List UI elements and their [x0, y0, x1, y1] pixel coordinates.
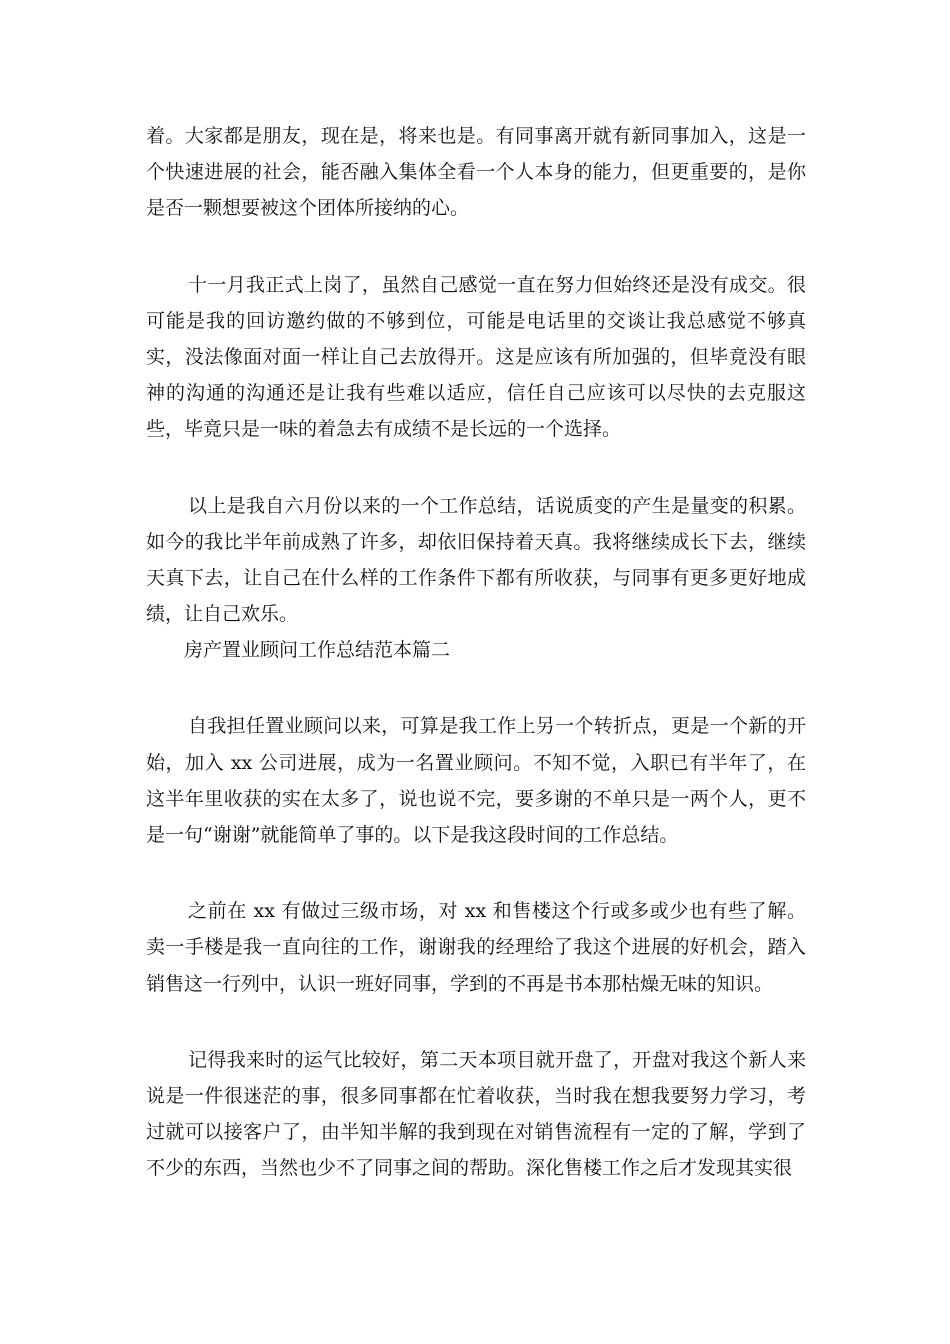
- paragraph-4: 自我担任置业顾问以来，可算是我工作上另一个转折点，更是一个新的开始，加入 xx 公司进展，成为一名置业顾问。不知不觉，入职已有半年了，在这半年里收获的实在太多了，说也说不完，要多谢的不单只是一两个人，更不是一句“谢谢”就能简单了事的。以下是我这段时间的工作总结。: [146, 715, 806, 847]
- section-heading: 房产置业顾问工作总结范本篇二: [184, 639, 451, 662]
- paragraph-6: 记得我来时的运气比较好，第二天本项目就开盘了，开盘对我这个新人来说是一件很迷茫的事，很多同事都在忙着收获，当时我在想我要努力学习，考过就可以接客户了，由半知半解的我到现在对销售流程有一定的了解，学到了不少的东西，当然也少不了同事之间的帮助。深化售楼工作之后才发现其实很: [146, 1048, 806, 1180]
- paragraph-1: 着。大家都是朋友，现在是，将来也是。有同事离开就有新同事加入，这是一个快速进展的社会，能否融入集体全看一个人本身的能力，但更重要的，是你是否一颗想要被这个团体所接纳的心。: [146, 125, 806, 220]
- paragraph-5: 之前在 xx 有做过三级市场，对 xx 和售楼这个行或多或少也有些了解。卖一手楼是我一直向往的工作，谢谢我的经理给了我这个进展的好机会，踏入销售这一行列中，认识一班好同事，学到的不再是书本那枯燥无味的知识。: [146, 900, 806, 995]
- paragraph-3: 以上是我自六月份以来的一个工作总结，话说质变的产生是量变的积累。如今的我比半年前成熟了许多，却依旧保持着天真。我将继续成长下去，继续天真下去，让自己在什么样的工作条件下都有所收获，与同事有更多更好地成绩，让自己欢乐。: [146, 494, 806, 626]
- paragraph-2: 十一月我正式上岗了，虽然自己感觉一直在努力但始终还是没有成交。很可能是我的回访邀约做的不够到位，可能是电话里的交谈让我总感觉不够真实，没法像面对面一样让自己去放得开。这是应该有所加强的，但毕竟没有眼神的沟通的沟通还是让我有些难以适应，信任自己应该可以尽快的去克服这些，毕竟只是一味的着急去有成绩不是长远的一个选择。: [146, 273, 806, 441]
- document-body: [146, 118, 806, 1187]
